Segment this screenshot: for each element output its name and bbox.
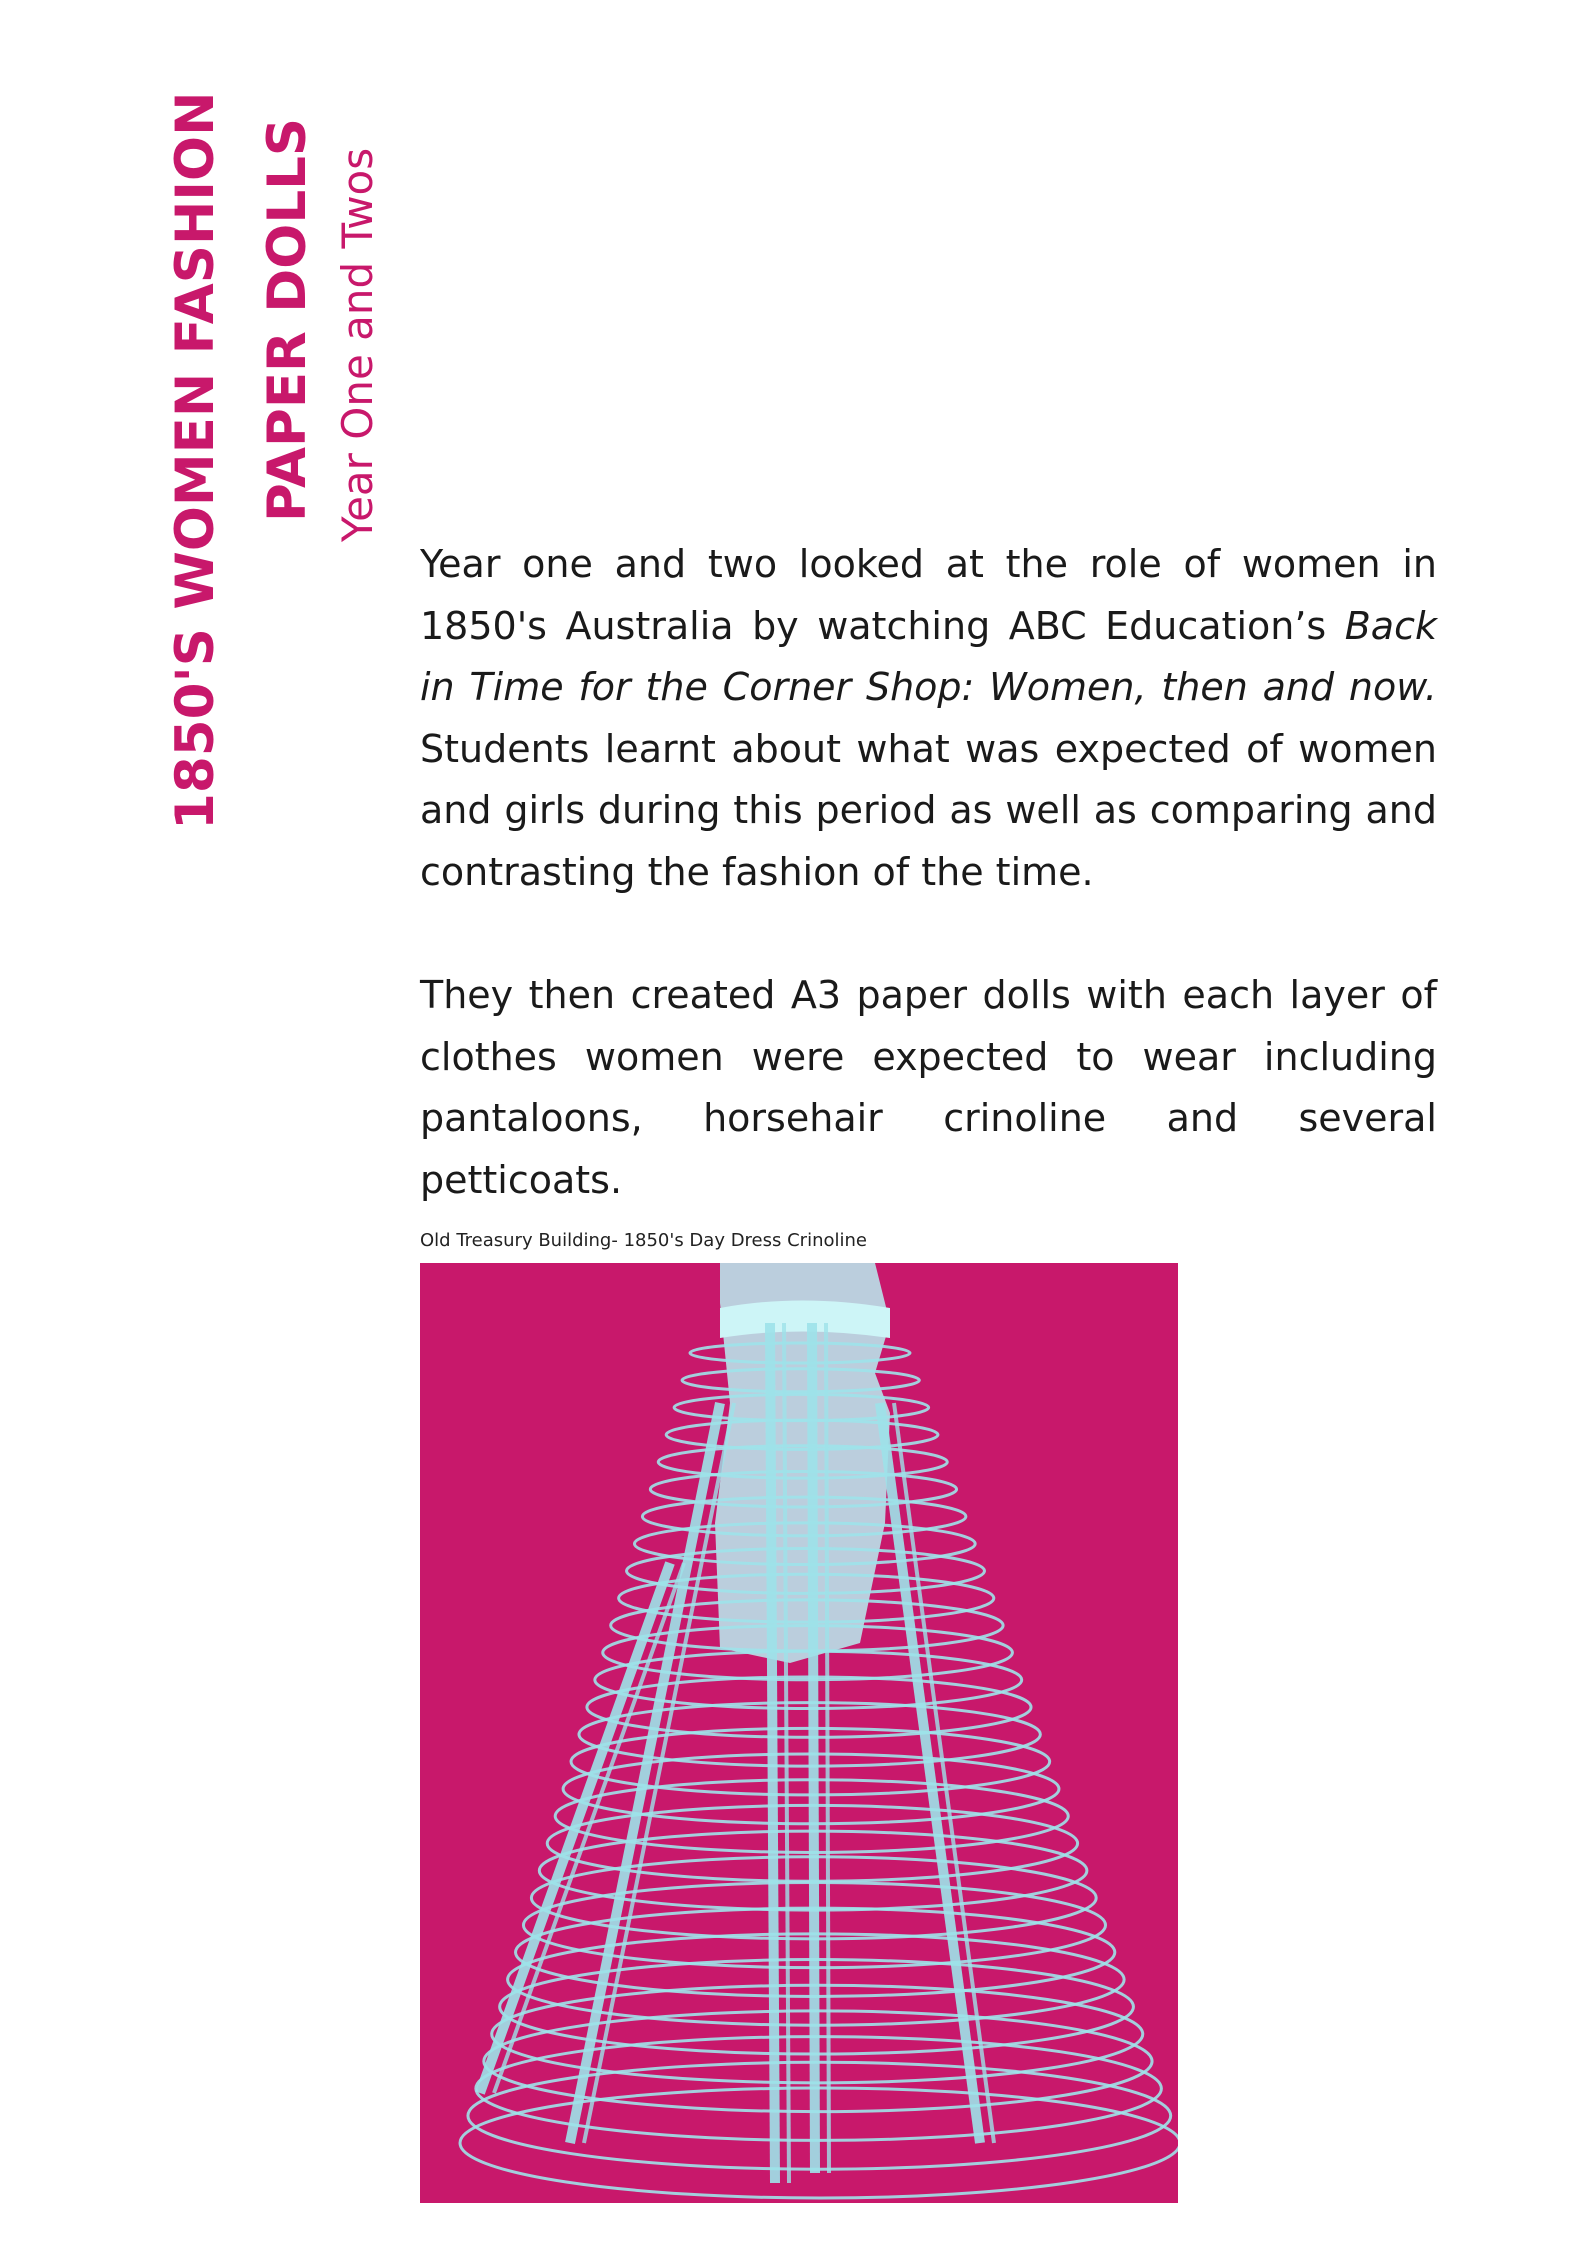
activity-paragraph: They then created A3 paper dolls with each layer of clothes women were expected to wear including pantaloons, horsehair crinoline and several petticoats. [420, 973, 1437, 1202]
page-subtitle: PAPER DOLLS [257, 117, 318, 522]
intro-paragraph [420, 534, 1437, 903]
intro-text-start: Year one and two looked at the role of women in 1850's Australia by watching ABC Education’s [420, 542, 1437, 648]
crinoline-illustration [420, 1263, 1178, 2203]
program-title: Back in Time for the Corner Shop: Women, then and now. [420, 603, 1437, 709]
figure-caption: Old Treasury Building- 1850's Day Dress Crinoline [420, 1230, 867, 1251]
intro-text-end: Students learnt about what was expected of women and girls during this period as well as comparing and contrasting the fashion of the time. [420, 726, 1437, 894]
year-level-label: Year One and Twos [333, 147, 382, 542]
crinoline-photo [420, 1263, 1178, 2203]
page-title: 1850'S WOMEN FASHION [165, 91, 226, 830]
